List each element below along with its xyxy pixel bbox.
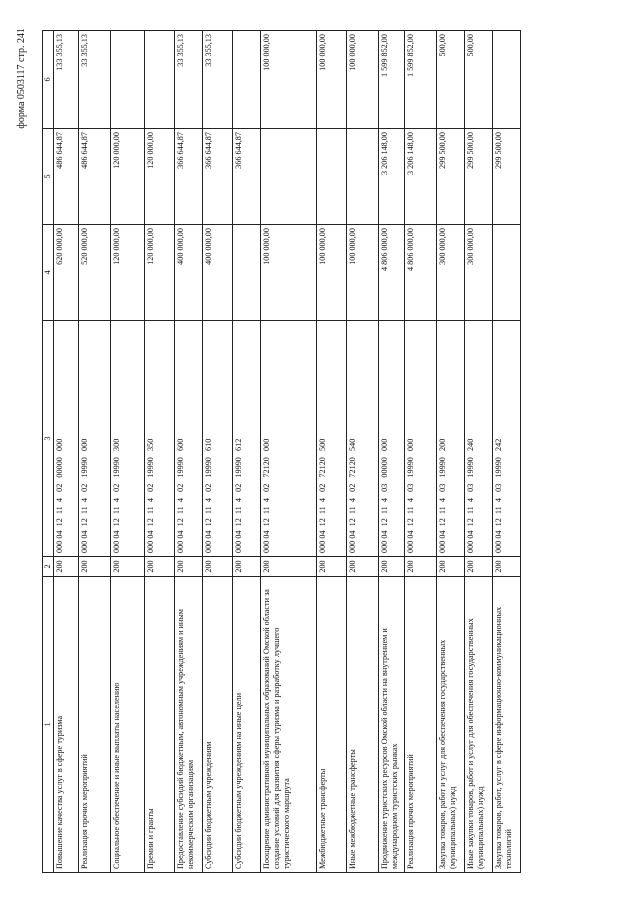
row-unexecuted: 100 000,00 — [317, 31, 347, 129]
row-budget-code: 000 04 12 11 4 02 72120 540 — [347, 321, 379, 557]
row-executed — [261, 129, 317, 225]
row-name: Субсидии бюджетным учреждениям на иные цели — [233, 577, 261, 873]
row-unexecuted: 500,00 — [465, 31, 493, 129]
row-executed: 3 206 148,00 — [379, 129, 405, 225]
row-executed: 299 500,00 — [465, 129, 493, 225]
row-unexecuted — [145, 31, 175, 129]
table-row — [465, 31, 493, 873]
table-row — [379, 31, 405, 873]
row-line-code: 200 — [54, 557, 79, 577]
row-line-code: 200 — [437, 557, 465, 577]
column-header: 4 — [43, 225, 54, 321]
row-budget-code: 000 04 12 11 4 02 00000 000 — [54, 321, 79, 557]
column-header: 5 — [43, 129, 54, 225]
row-line-code: 200 — [493, 557, 521, 577]
row-name: Межбюджетные трансферты — [317, 577, 347, 873]
row-line-code: 200 — [465, 557, 493, 577]
row-unexecuted — [111, 31, 145, 129]
row-approved: 520 000,00 — [79, 225, 111, 321]
row-name: Закупка товаров, работ и услуг для обеспечения государственных (муниципальных) нужд — [437, 577, 465, 873]
row-approved — [233, 225, 261, 321]
row-budget-code: 000 04 12 11 4 02 19990 300 — [111, 321, 145, 557]
table-row — [145, 31, 175, 873]
row-approved: 120 000,00 — [111, 225, 145, 321]
row-budget-code: 000 04 12 11 4 02 19990 610 — [203, 321, 233, 557]
row-executed: 3 206 148,00 — [405, 129, 437, 225]
row-approved: 4 806 000,00 — [379, 225, 405, 321]
row-unexecuted: 100 000,00 — [261, 31, 317, 129]
column-header: 2 — [43, 557, 54, 577]
table-row — [175, 31, 203, 873]
row-approved: 100 000,00 — [347, 225, 379, 321]
table-row — [261, 31, 317, 873]
row-unexecuted: 1 599 852,00 — [405, 31, 437, 129]
column-header: 1 — [43, 577, 54, 873]
table-row — [405, 31, 437, 873]
row-executed: 120 000,00 — [111, 129, 145, 225]
row-approved: 620 000,00 — [54, 225, 79, 321]
row-name: Иные закупки товаров, работ и услуг для обеспечения государственных (муниципальных) нужд — [465, 577, 493, 873]
row-name: Реализация прочих мероприятий — [405, 577, 437, 873]
row-unexecuted — [233, 31, 261, 129]
row-approved — [493, 225, 521, 321]
row-approved: 400 000,00 — [175, 225, 203, 321]
row-line-code: 200 — [203, 557, 233, 577]
row-approved: 100 000,00 — [317, 225, 347, 321]
row-line-code: 200 — [379, 557, 405, 577]
row-unexecuted: 133 355,13 — [54, 31, 79, 129]
table-row — [54, 31, 79, 873]
row-executed — [347, 129, 379, 225]
row-budget-code: 000 04 12 11 4 02 19990 350 — [145, 321, 175, 557]
row-executed: 366 644,87 — [175, 129, 203, 225]
row-budget-code: 000 04 12 11 4 03 19990 240 — [465, 321, 493, 557]
row-line-code: 200 — [233, 557, 261, 577]
header-row — [43, 31, 54, 873]
row-line-code: 200 — [145, 557, 175, 577]
row-executed: 120 000,00 — [145, 129, 175, 225]
row-unexecuted: 500,00 — [437, 31, 465, 129]
row-approved: 120 000,00 — [145, 225, 175, 321]
row-name: Повышение качества услуг в сфере туризма — [54, 577, 79, 873]
row-executed: 486 644,87 — [79, 129, 111, 225]
row-budget-code: 000 04 12 11 4 03 19990 242 — [493, 321, 521, 557]
row-line-code: 200 — [317, 557, 347, 577]
row-approved: 400 000,00 — [203, 225, 233, 321]
table-row — [233, 31, 261, 873]
form-label: форма 0503117 стр. 241 — [16, 28, 27, 129]
row-budget-code: 000 04 12 11 4 02 19990 612 — [233, 321, 261, 557]
row-name: Продвижение туристских ресурсов Омской области на внутреннем и международном туристских рынках — [379, 577, 405, 873]
row-approved: 100 000,00 — [261, 225, 317, 321]
row-unexecuted: 33 355,13 — [79, 31, 111, 129]
table-row — [437, 31, 465, 873]
row-line-code: 200 — [79, 557, 111, 577]
row-executed: 299 500,00 — [437, 129, 465, 225]
row-approved: 4 806 000,00 — [405, 225, 437, 321]
table-row — [317, 31, 347, 873]
row-executed — [317, 129, 347, 225]
row-unexecuted — [493, 31, 521, 129]
row-unexecuted: 100 000,00 — [347, 31, 379, 129]
row-executed: 366 644,87 — [203, 129, 233, 225]
row-name: Субсидии бюджетным учреждениям — [203, 577, 233, 873]
row-name: Реализация прочих мероприятий — [79, 577, 111, 873]
column-header: 6 — [43, 31, 54, 129]
row-executed: 299 500,00 — [493, 129, 521, 225]
table-row — [493, 31, 521, 873]
row-budget-code: 000 04 12 11 4 03 19990 000 — [405, 321, 437, 557]
row-line-code: 200 — [111, 557, 145, 577]
row-line-code: 200 — [405, 557, 437, 577]
row-line-code: 200 — [261, 557, 317, 577]
row-name: Иные межбюджетные трансферты — [347, 577, 379, 873]
row-name: Премии и гранты — [145, 577, 175, 873]
row-executed: 366 644,87 — [233, 129, 261, 225]
row-unexecuted: 33 355,13 — [203, 31, 233, 129]
row-name: Предоставление субсидий бюджетным, автономным учреждениям и иным некоммерческим организациям — [175, 577, 203, 873]
table-row — [203, 31, 233, 873]
row-budget-code: 000 04 12 11 4 02 19990 000 — [79, 321, 111, 557]
row-approved: 300 000,00 — [465, 225, 493, 321]
row-name: Социальное обеспечение и иные выплаты населению — [111, 577, 145, 873]
row-budget-code: 000 04 12 11 4 02 19990 600 — [175, 321, 203, 557]
row-unexecuted: 33 355,13 — [175, 31, 203, 129]
table-row — [347, 31, 379, 873]
table-row — [111, 31, 145, 873]
row-name: Закупка товаров, работ, услуг в сфере информационно-коммуникационных технологий — [493, 577, 521, 873]
row-budget-code: 000 04 12 11 4 03 19990 200 — [437, 321, 465, 557]
row-budget-code: 000 04 12 11 4 02 72120 000 — [261, 321, 317, 557]
row-name: Поощрение административной муниципальных образований Омской области за создание условий для развития сферы туризма и разработку лучшего туристического маршрута — [261, 577, 317, 873]
table-row — [79, 31, 111, 873]
row-budget-code: 000 04 12 11 4 03 00000 000 — [379, 321, 405, 557]
row-line-code: 200 — [175, 557, 203, 577]
report-table — [42, 30, 521, 873]
row-approved: 300 000,00 — [437, 225, 465, 321]
row-unexecuted: 1 599 852,00 — [379, 31, 405, 129]
row-executed: 486 644,87 — [54, 129, 79, 225]
row-line-code: 200 — [347, 557, 379, 577]
row-budget-code: 000 04 12 11 4 02 72120 500 — [317, 321, 347, 557]
column-header: 3 — [43, 321, 54, 557]
